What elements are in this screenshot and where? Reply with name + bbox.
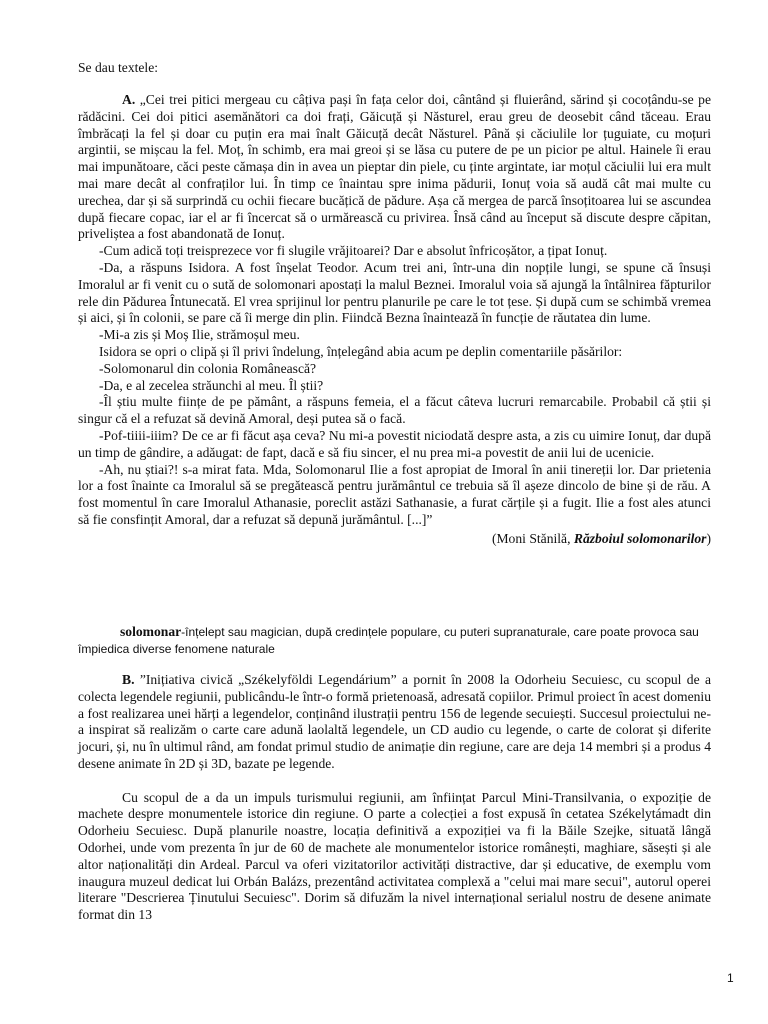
- text-a-credit: (Moni Stănilă, Războiul solomonarilor): [491, 530, 711, 546]
- text-a-paragraph: -Ah, nu știai?! s-a mirat fata. Mda, Solomonarul Ilie a fost apropiat de Imoral în anii tinereții lor. Dar prietenia lor a fost înainte ca Imoralul să se pregătească pentru jurământul ce trebuia să îl așeze dincolo de bine și de rău. A fost momentul în care Imoralul Athanasie, poreclit astăzi Sathanasie, a furat cărțile și a fugit. Ilie a fost ales atunci să fie consfințit Amoral, dar a refuzat să depună jurământul. [...]”: [78, 461, 711, 527]
- glossary-term: solomonar: [120, 624, 182, 639]
- glossary-definition: -înțelept sau magician, după credințele populare, cu puteri supranaturale, care poate provoca sau împiedica diverse fenomene naturale: [78, 625, 699, 656]
- text-a-paragraph: -Îl știu multe ființe de pe pământ, a răspuns femeia, el a făcut câteva lucruri remarcabile. Probabil că știi și singur că el a refuzat să devină Amoral, deși putea să o facă.: [78, 394, 711, 427]
- text-b-paragraph: Cu scopul de a da un impuls turismului regiunii, am înființat Parcul Mini-Transilvania, o expoziție de machete despre monumentele istorice din regiune. O parte a colecției a fost expusă în cetatea Székelytámadt din Odorheiu Secuiesc. După planurile noastre, locația definitivă a expoziției va fi la Băile Szejke, situată lângă Odorhei, unde vom prezenta în jur de 60 de machete ale monumentelor istorice românești, maghiare, săsești și ale altor naționalități din Ardeal. Parcul va oferi vizitatorilor activități distractive, dar și educative, de exemplu vom inaugura muzeul dedicat lui Orbán Balázs, prezentând activitatea complexă a "celui mai mare secui", autorul operei literare "Descrierea Ținutului Secuiesc". Dorim să difuzăm la nivel internațional serialul nostru de desene animate format din 13: [78, 789, 711, 923]
- book-title: Războiul solomonarilor: [573, 530, 707, 546]
- glossary-note: [78, 624, 711, 658]
- text-a-paragraph: -Pof-tiiii-iiim? De ce ar fi făcut așa ceva? Nu mi-a povestit niciodată despre asta, a zis cu uimire Ionuț, dar după un timp de gândire, a adăugat: de fapt, dacă e să fiu sincer, el nu prea mi-a povestit de anii lui de ucenicie.: [78, 427, 711, 460]
- text-b-paragraph: B. ”Inițiativa civică „Székelyföldi Legendárium” a pornit în 2008 la Odorheiu Secuiesc, cu scopul de a colecta legendele regiunii, publicându-le într-o formă prietenoasă, adresată copiilor. Primul proiect în acest domeniu a fost realizarea unei hărți a legendelor, conținând ilustrații pentru 156 de legende secuiești. Succesul proiectului ne-a inspirat să realizăm o carte care adună laolaltă legendele, un CD audio cu legende, o carte de colorat și diferite jocuri, și, nu în ultimul rând, am fondat primul studio de animație din regiune, care are deja 14 membri și a produs 4 desene animate în 2D și 3D, bazate pe legende.: [78, 672, 712, 771]
- text-a-paragraph: -Da, a răspuns Isidora. A fost înșelat Teodor. Acum trei ani, într-una din nopțile lungi, se spune că însuși Imoralul ar fi venit cu o sută de solomonari apostați la malul Beznei. Imoralul voia să ajungă la întâlnirea făpturilor rele din Pădurea Întunecată. El vrea sprijinul lor pentru planurile pe care le tot țese. Și după cum se schimbă vremea și aici, și în colonii, se pare că îi merge din plin. Fiindcă Bezna înaintează în funcție de răutatea din lume.: [78, 259, 711, 326]
- text-a-paragraph: -Cum adică toți treisprezece vor fi slugile vrăjitoarei? Dar e absolut înfricoșător, a țipat Ionuț.: [99, 243, 608, 259]
- text-a-paragraph: Isidora se opri o clipă și îl privi îndelung, înțelegând abia acum pe deplin comentariile păsărilor:: [99, 343, 623, 359]
- text-a-paragraph: -Mi-a zis și Moș Ilie, strămoșul meu.: [99, 327, 300, 343]
- text-b-label: B.: [122, 672, 135, 687]
- text-a-label: A.: [122, 92, 136, 107]
- text-a: [78, 92, 711, 548]
- text-a-paragraph: -Solomonarul din colonia Românească?: [99, 360, 317, 376]
- text-b: [78, 672, 711, 924]
- document-heading: Se dau textele:: [78, 60, 159, 75]
- text-a-paragraph: -Da, e al zecelea străunchi al meu. Îl știi?: [99, 377, 324, 393]
- text-a-paragraph: A. „Cei trei pitici mergeau cu câțiva pași în fața celor doi, cântând și fluierând, sărind și cocoțându-se pe rădăcini. Cei doi pitici asemănători ca doi frați, Găicuță și Năsturel, erau greu de deosebit când tăceau. Erau îmbrăcați la fel și doar cu puțin era mai înalt Găicuță decât Năsturel. Până și căciulile lor țuguiate, cu moțuri argintii, se mișcau la fel. Moț, în schimb, era mai greoi și se lăsa cu putere de pe un picior pe altul. Hainele îi erau mai impunătoare, căci peste cămașa din in avea un pieptar din piele, cu ținte argintate, iar moțul căciulii lui era mult mai mare decât al confraților lui. În timp ce înaintau spre inima pădurii, Ionuț voia să audă cât mai multe cu urechea, dar și să surprindă cu ochii fiecare bucățică de pădure. Așa că mergea de parcă însoțitoarea lui se ascundea după fiecare copac, iar el ar fi încercat să o urmărească cu privirea. Însă când au început să discute despre căpitan, priveliștea a fost abandonată de Ionuț.: [78, 92, 711, 242]
- page-number: 1: [727, 971, 734, 985]
